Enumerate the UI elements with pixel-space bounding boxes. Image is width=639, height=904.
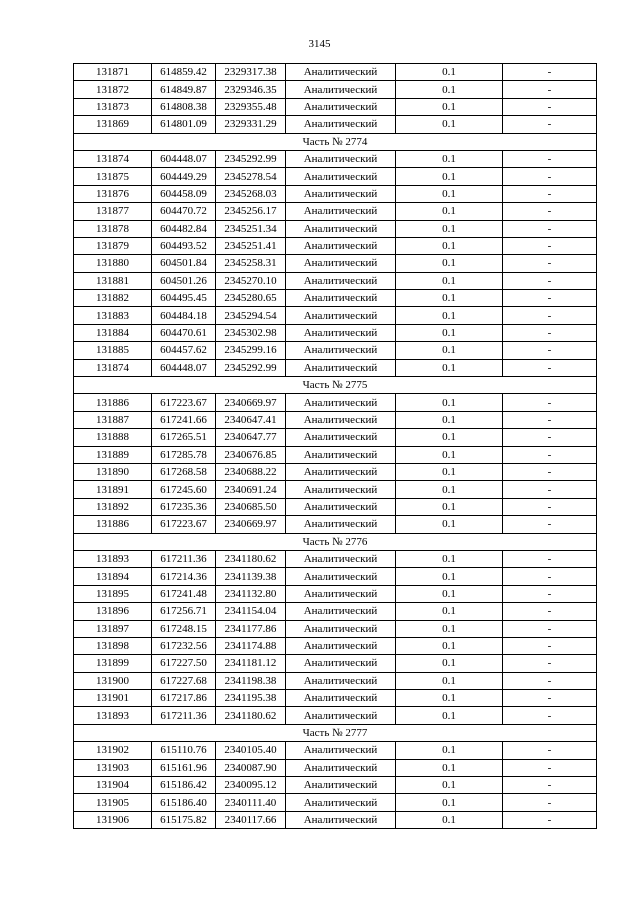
x-coordinate-cell: 614808.38 <box>152 98 216 115</box>
accuracy-cell: 0.1 <box>396 759 503 776</box>
point-number-cell: 131891 <box>74 481 152 498</box>
point-number-cell: 131897 <box>74 620 152 637</box>
x-coordinate-cell: 604448.07 <box>152 359 216 376</box>
accuracy-cell: 0.1 <box>396 185 503 202</box>
point-number-cell: 131875 <box>74 168 152 185</box>
point-number-cell: 131872 <box>74 81 152 98</box>
point-number-cell: 131901 <box>74 690 152 707</box>
accuracy-cell: 0.1 <box>396 516 503 533</box>
y-coordinate-cell: 2340669.97 <box>216 394 286 411</box>
point-number-cell: 131892 <box>74 498 152 515</box>
point-number-cell: 131886 <box>74 516 152 533</box>
point-number-cell: 131886 <box>74 394 152 411</box>
y-coordinate-cell: 2341181.12 <box>216 655 286 672</box>
x-coordinate-cell: 614849.87 <box>152 81 216 98</box>
note-cell: - <box>503 359 597 376</box>
accuracy-cell: 0.1 <box>396 429 503 446</box>
note-cell: - <box>503 655 597 672</box>
point-number-cell: 131903 <box>74 759 152 776</box>
y-coordinate-cell: 2341132.80 <box>216 585 286 602</box>
note-cell: - <box>503 777 597 794</box>
method-cell: Аналитический <box>286 794 396 811</box>
x-coordinate-cell: 617217.86 <box>152 690 216 707</box>
note-cell: - <box>503 446 597 463</box>
x-coordinate-cell: 615161.96 <box>152 759 216 776</box>
accuracy-cell: 0.1 <box>396 794 503 811</box>
table-row <box>74 150 597 167</box>
table-row <box>74 463 597 480</box>
x-coordinate-cell: 617268.58 <box>152 463 216 480</box>
table-row <box>74 498 597 515</box>
table-row <box>74 411 597 428</box>
note-cell: - <box>503 394 597 411</box>
accuracy-cell: 0.1 <box>396 550 503 567</box>
accuracy-cell: 0.1 <box>396 342 503 359</box>
x-coordinate-cell: 604457.62 <box>152 342 216 359</box>
method-cell: Аналитический <box>286 777 396 794</box>
section-title: Часть № 2776 <box>74 533 597 550</box>
note-cell: - <box>503 220 597 237</box>
method-cell: Аналитический <box>286 168 396 185</box>
accuracy-cell: 0.1 <box>396 150 503 167</box>
table-row <box>74 759 597 776</box>
method-cell: Аналитический <box>286 672 396 689</box>
table-row <box>74 116 597 133</box>
note-cell: - <box>503 620 597 637</box>
x-coordinate-cell: 617223.67 <box>152 394 216 411</box>
point-number-cell: 131874 <box>74 359 152 376</box>
accuracy-cell: 0.1 <box>396 290 503 307</box>
x-coordinate-cell: 617241.66 <box>152 411 216 428</box>
note-cell: - <box>503 568 597 585</box>
accuracy-cell: 0.1 <box>396 446 503 463</box>
method-cell: Аналитический <box>286 811 396 828</box>
method-cell: Аналитический <box>286 568 396 585</box>
accuracy-cell: 0.1 <box>396 411 503 428</box>
note-cell: - <box>503 98 597 115</box>
table-row <box>74 481 597 498</box>
method-cell: Аналитический <box>286 359 396 376</box>
method-cell: Аналитический <box>286 411 396 428</box>
x-coordinate-cell: 614859.42 <box>152 64 216 81</box>
method-cell: Аналитический <box>286 394 396 411</box>
y-coordinate-cell: 2345302.98 <box>216 324 286 341</box>
accuracy-cell: 0.1 <box>396 64 503 81</box>
method-cell: Аналитический <box>286 759 396 776</box>
method-cell: Аналитический <box>286 429 396 446</box>
table-row <box>74 777 597 794</box>
table-row <box>74 742 597 759</box>
section-header-row <box>74 377 597 394</box>
x-coordinate-cell: 617232.56 <box>152 637 216 654</box>
method-cell: Аналитический <box>286 690 396 707</box>
y-coordinate-cell: 2345258.31 <box>216 255 286 272</box>
note-cell: - <box>503 237 597 254</box>
accuracy-cell: 0.1 <box>396 272 503 289</box>
y-coordinate-cell: 2329346.35 <box>216 81 286 98</box>
y-coordinate-cell: 2341198.38 <box>216 672 286 689</box>
method-cell: Аналитический <box>286 620 396 637</box>
point-number-cell: 131895 <box>74 585 152 602</box>
x-coordinate-cell: 615186.40 <box>152 794 216 811</box>
note-cell: - <box>503 603 597 620</box>
accuracy-cell: 0.1 <box>396 637 503 654</box>
y-coordinate-cell: 2340647.41 <box>216 411 286 428</box>
x-coordinate-cell: 604449.29 <box>152 168 216 185</box>
note-cell: - <box>503 516 597 533</box>
y-coordinate-cell: 2340669.97 <box>216 516 286 533</box>
accuracy-cell: 0.1 <box>396 742 503 759</box>
note-cell: - <box>503 185 597 202</box>
y-coordinate-cell: 2340111.40 <box>216 794 286 811</box>
note-cell: - <box>503 637 597 654</box>
section-header-row <box>74 724 597 741</box>
x-coordinate-cell: 615186.42 <box>152 777 216 794</box>
accuracy-cell: 0.1 <box>396 655 503 672</box>
method-cell: Аналитический <box>286 81 396 98</box>
point-number-cell: 131890 <box>74 463 152 480</box>
x-coordinate-cell: 604458.09 <box>152 185 216 202</box>
table-row <box>74 324 597 341</box>
accuracy-cell: 0.1 <box>396 255 503 272</box>
point-number-cell: 131881 <box>74 272 152 289</box>
note-cell: - <box>503 81 597 98</box>
point-number-cell: 131871 <box>74 64 152 81</box>
table-row <box>74 203 597 220</box>
accuracy-cell: 0.1 <box>396 359 503 376</box>
x-coordinate-cell: 604495.45 <box>152 290 216 307</box>
coordinates-table-body <box>74 64 597 829</box>
accuracy-cell: 0.1 <box>396 568 503 585</box>
accuracy-cell: 0.1 <box>396 220 503 237</box>
point-number-cell: 131905 <box>74 794 152 811</box>
method-cell: Аналитический <box>286 64 396 81</box>
method-cell: Аналитический <box>286 185 396 202</box>
y-coordinate-cell: 2345256.17 <box>216 203 286 220</box>
x-coordinate-cell: 617227.68 <box>152 672 216 689</box>
y-coordinate-cell: 2345278.54 <box>216 168 286 185</box>
method-cell: Аналитический <box>286 481 396 498</box>
accuracy-cell: 0.1 <box>396 324 503 341</box>
point-number-cell: 131900 <box>74 672 152 689</box>
x-coordinate-cell: 615110.76 <box>152 742 216 759</box>
x-coordinate-cell: 617265.51 <box>152 429 216 446</box>
table-row <box>74 603 597 620</box>
note-cell: - <box>503 290 597 307</box>
y-coordinate-cell: 2341180.62 <box>216 707 286 724</box>
point-number-cell: 131894 <box>74 568 152 585</box>
note-cell: - <box>503 64 597 81</box>
y-coordinate-cell: 2341154.04 <box>216 603 286 620</box>
note-cell: - <box>503 411 597 428</box>
note-cell: - <box>503 342 597 359</box>
y-coordinate-cell: 2329355.48 <box>216 98 286 115</box>
table-row <box>74 81 597 98</box>
method-cell: Аналитический <box>286 290 396 307</box>
note-cell: - <box>503 168 597 185</box>
table-row <box>74 307 597 324</box>
method-cell: Аналитический <box>286 707 396 724</box>
point-number-cell: 131902 <box>74 742 152 759</box>
method-cell: Аналитический <box>286 324 396 341</box>
table-row <box>74 690 597 707</box>
y-coordinate-cell: 2340087.90 <box>216 759 286 776</box>
accuracy-cell: 0.1 <box>396 707 503 724</box>
accuracy-cell: 0.1 <box>396 690 503 707</box>
table-row <box>74 290 597 307</box>
note-cell: - <box>503 672 597 689</box>
point-number-cell: 131884 <box>74 324 152 341</box>
section-title: Часть № 2777 <box>74 724 597 741</box>
x-coordinate-cell: 617285.78 <box>152 446 216 463</box>
table-row <box>74 429 597 446</box>
point-number-cell: 131896 <box>74 603 152 620</box>
accuracy-cell: 0.1 <box>396 394 503 411</box>
method-cell: Аналитический <box>286 498 396 515</box>
method-cell: Аналитический <box>286 446 396 463</box>
y-coordinate-cell: 2345280.65 <box>216 290 286 307</box>
table-row <box>74 237 597 254</box>
table-row <box>74 655 597 672</box>
note-cell: - <box>503 272 597 289</box>
method-cell: Аналитический <box>286 98 396 115</box>
y-coordinate-cell: 2341139.38 <box>216 568 286 585</box>
method-cell: Аналитический <box>286 463 396 480</box>
note-cell: - <box>503 585 597 602</box>
x-coordinate-cell: 617223.67 <box>152 516 216 533</box>
x-coordinate-cell: 617248.15 <box>152 620 216 637</box>
method-cell: Аналитический <box>286 742 396 759</box>
table-row <box>74 550 597 567</box>
accuracy-cell: 0.1 <box>396 81 503 98</box>
point-number-cell: 131883 <box>74 307 152 324</box>
y-coordinate-cell: 2345251.34 <box>216 220 286 237</box>
table-row <box>74 185 597 202</box>
x-coordinate-cell: 617227.50 <box>152 655 216 672</box>
note-cell: - <box>503 307 597 324</box>
note-cell: - <box>503 550 597 567</box>
table-row <box>74 446 597 463</box>
y-coordinate-cell: 2345292.99 <box>216 359 286 376</box>
table-row <box>74 359 597 376</box>
table-row <box>74 272 597 289</box>
note-cell: - <box>503 150 597 167</box>
method-cell: Аналитический <box>286 550 396 567</box>
accuracy-cell: 0.1 <box>396 498 503 515</box>
table-row <box>74 568 597 585</box>
point-number-cell: 131898 <box>74 637 152 654</box>
y-coordinate-cell: 2345299.16 <box>216 342 286 359</box>
note-cell: - <box>503 255 597 272</box>
point-number-cell: 131876 <box>74 185 152 202</box>
y-coordinate-cell: 2340647.77 <box>216 429 286 446</box>
coordinates-table <box>73 63 597 829</box>
note-cell: - <box>503 324 597 341</box>
point-number-cell: 131906 <box>74 811 152 828</box>
accuracy-cell: 0.1 <box>396 481 503 498</box>
note-cell: - <box>503 463 597 480</box>
method-cell: Аналитический <box>286 150 396 167</box>
x-coordinate-cell: 614801.09 <box>152 116 216 133</box>
x-coordinate-cell: 617241.48 <box>152 585 216 602</box>
method-cell: Аналитический <box>286 585 396 602</box>
point-number-cell: 131877 <box>74 203 152 220</box>
accuracy-cell: 0.1 <box>396 620 503 637</box>
point-number-cell: 131885 <box>74 342 152 359</box>
point-number-cell: 131888 <box>74 429 152 446</box>
y-coordinate-cell: 2340117.66 <box>216 811 286 828</box>
table-row <box>74 516 597 533</box>
table-row <box>74 620 597 637</box>
x-coordinate-cell: 617211.36 <box>152 707 216 724</box>
y-coordinate-cell: 2340685.50 <box>216 498 286 515</box>
y-coordinate-cell: 2345270.10 <box>216 272 286 289</box>
y-coordinate-cell: 2345294.54 <box>216 307 286 324</box>
y-coordinate-cell: 2329331.29 <box>216 116 286 133</box>
table-row <box>74 255 597 272</box>
x-coordinate-cell: 604484.18 <box>152 307 216 324</box>
accuracy-cell: 0.1 <box>396 116 503 133</box>
point-number-cell: 131874 <box>74 150 152 167</box>
y-coordinate-cell: 2341177.86 <box>216 620 286 637</box>
accuracy-cell: 0.1 <box>396 811 503 828</box>
point-number-cell: 131887 <box>74 411 152 428</box>
note-cell: - <box>503 742 597 759</box>
point-number-cell: 131878 <box>74 220 152 237</box>
accuracy-cell: 0.1 <box>396 237 503 254</box>
x-coordinate-cell: 604470.72 <box>152 203 216 220</box>
method-cell: Аналитический <box>286 655 396 672</box>
y-coordinate-cell: 2340105.40 <box>216 742 286 759</box>
x-coordinate-cell: 604482.84 <box>152 220 216 237</box>
point-number-cell: 131873 <box>74 98 152 115</box>
note-cell: - <box>503 116 597 133</box>
table-row <box>74 637 597 654</box>
table-row <box>74 585 597 602</box>
table-row <box>74 98 597 115</box>
table-row <box>74 707 597 724</box>
note-cell: - <box>503 498 597 515</box>
y-coordinate-cell: 2341195.38 <box>216 690 286 707</box>
y-coordinate-cell: 2341180.62 <box>216 550 286 567</box>
method-cell: Аналитический <box>286 637 396 654</box>
method-cell: Аналитический <box>286 342 396 359</box>
note-cell: - <box>503 794 597 811</box>
note-cell: - <box>503 481 597 498</box>
y-coordinate-cell: 2329317.38 <box>216 64 286 81</box>
section-title: Часть № 2774 <box>74 133 597 150</box>
point-number-cell: 131869 <box>74 116 152 133</box>
x-coordinate-cell: 604501.26 <box>152 272 216 289</box>
y-coordinate-cell: 2340095.12 <box>216 777 286 794</box>
section-title: Часть № 2775 <box>74 377 597 394</box>
note-cell: - <box>503 203 597 220</box>
x-coordinate-cell: 604448.07 <box>152 150 216 167</box>
method-cell: Аналитический <box>286 272 396 289</box>
note-cell: - <box>503 429 597 446</box>
x-coordinate-cell: 604493.52 <box>152 237 216 254</box>
x-coordinate-cell: 615175.82 <box>152 811 216 828</box>
x-coordinate-cell: 617245.60 <box>152 481 216 498</box>
method-cell: Аналитический <box>286 116 396 133</box>
page-number: 3145 <box>308 38 331 50</box>
accuracy-cell: 0.1 <box>396 463 503 480</box>
y-coordinate-cell: 2340691.24 <box>216 481 286 498</box>
x-coordinate-cell: 617211.36 <box>152 550 216 567</box>
method-cell: Аналитический <box>286 307 396 324</box>
accuracy-cell: 0.1 <box>396 307 503 324</box>
method-cell: Аналитический <box>286 203 396 220</box>
note-cell: - <box>503 690 597 707</box>
table-row <box>74 220 597 237</box>
note-cell: - <box>503 811 597 828</box>
y-coordinate-cell: 2340676.85 <box>216 446 286 463</box>
accuracy-cell: 0.1 <box>396 672 503 689</box>
table-row <box>74 672 597 689</box>
accuracy-cell: 0.1 <box>396 168 503 185</box>
point-number-cell: 131889 <box>74 446 152 463</box>
x-coordinate-cell: 617256.71 <box>152 603 216 620</box>
method-cell: Аналитический <box>286 255 396 272</box>
accuracy-cell: 0.1 <box>396 585 503 602</box>
table-row <box>74 342 597 359</box>
accuracy-cell: 0.1 <box>396 777 503 794</box>
y-coordinate-cell: 2341174.88 <box>216 637 286 654</box>
y-coordinate-cell: 2345292.99 <box>216 150 286 167</box>
method-cell: Аналитический <box>286 237 396 254</box>
y-coordinate-cell: 2345251.41 <box>216 237 286 254</box>
table-row <box>74 394 597 411</box>
method-cell: Аналитический <box>286 220 396 237</box>
accuracy-cell: 0.1 <box>396 98 503 115</box>
section-header-row <box>74 133 597 150</box>
accuracy-cell: 0.1 <box>396 203 503 220</box>
x-coordinate-cell: 604501.84 <box>152 255 216 272</box>
point-number-cell: 131893 <box>74 550 152 567</box>
x-coordinate-cell: 604470.61 <box>152 324 216 341</box>
point-number-cell: 131899 <box>74 655 152 672</box>
y-coordinate-cell: 2340688.22 <box>216 463 286 480</box>
note-cell: - <box>503 759 597 776</box>
table-row <box>74 168 597 185</box>
method-cell: Аналитический <box>286 603 396 620</box>
y-coordinate-cell: 2345268.03 <box>216 185 286 202</box>
point-number-cell: 131904 <box>74 777 152 794</box>
note-cell: - <box>503 707 597 724</box>
point-number-cell: 131882 <box>74 290 152 307</box>
section-header-row <box>74 533 597 550</box>
method-cell: Аналитический <box>286 516 396 533</box>
table-row <box>74 794 597 811</box>
x-coordinate-cell: 617214.36 <box>152 568 216 585</box>
accuracy-cell: 0.1 <box>396 603 503 620</box>
point-number-cell: 131893 <box>74 707 152 724</box>
table-row <box>74 64 597 81</box>
point-number-cell: 131880 <box>74 255 152 272</box>
table-row <box>74 811 597 828</box>
x-coordinate-cell: 617235.36 <box>152 498 216 515</box>
point-number-cell: 131879 <box>74 237 152 254</box>
